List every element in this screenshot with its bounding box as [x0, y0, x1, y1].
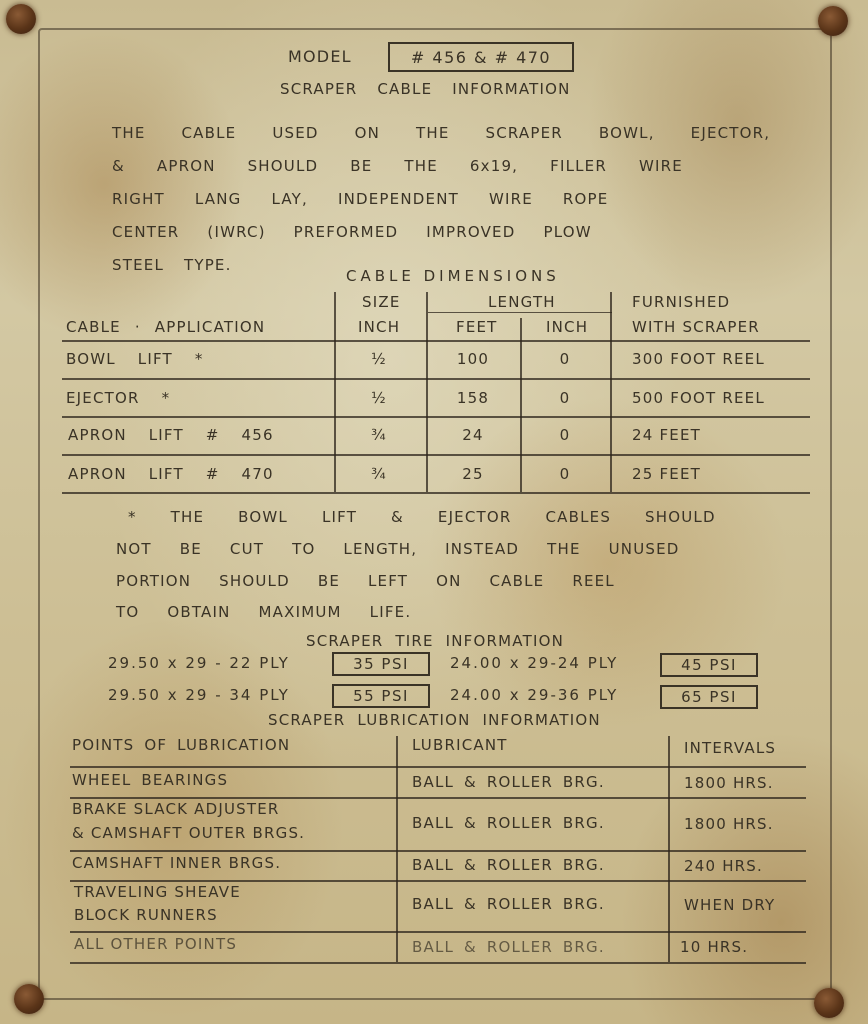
lube-header-lubricant: LUBRICANT [412, 736, 508, 754]
cable-row-1-inch: 0 [559, 350, 571, 368]
lube-row-2-point-line-2: & CAMSHAFT OUTER BRGS. [72, 824, 306, 842]
lube-row-4-lubricant: BALL & ROLLER BRG. [412, 895, 605, 913]
lube-table-line-top [70, 766, 806, 768]
lube-row-4-point-line-1: TRAVELING SHEAVE [74, 883, 241, 901]
cable-row-2-inch: 0 [559, 389, 571, 407]
cable-col-divider-2 [426, 292, 428, 492]
cable-col-divider-4 [610, 292, 612, 492]
lube-row-5-interval: 10 HRS. [680, 938, 749, 956]
cable-row-3-application: APRON LIFT # 456 [68, 426, 274, 444]
cable-row-3-furnished: 24 FEET [632, 426, 702, 444]
tire-row-1-psi-b: 45 PSI [660, 653, 758, 677]
cable-col-divider-3 [520, 318, 522, 492]
lube-row-2-interval: 1800 HRS. [684, 815, 774, 833]
lube-row-1-lubricant: BALL & ROLLER BRG. [412, 773, 605, 791]
cable-row-4-application: APRON LIFT # 470 [68, 465, 274, 483]
intro-line-5: STEEL TYPE. [112, 256, 232, 274]
rivet-bottom-right [814, 988, 844, 1018]
header-application: CABLE · APPLICATION [66, 318, 266, 336]
cable-table-line-top [62, 340, 810, 342]
intro-line-4: CENTER (IWRC) PREFORMED IMPROVED PLOW [112, 223, 592, 241]
lube-table-line-2 [70, 850, 806, 852]
rivet-top-left [6, 4, 36, 34]
lube-table-line-1 [70, 797, 806, 799]
lube-row-1-point: WHEEL BEARINGS [72, 771, 229, 789]
cable-row-4-size: ¾ [371, 465, 387, 483]
lube-row-4-point-line-2: BLOCK RUNNERS [74, 906, 218, 924]
lube-row-2-lubricant: BALL & ROLLER BRG. [412, 814, 605, 832]
cable-row-1-feet: 100 [456, 350, 490, 368]
header-furnished-bottom: WITH SCRAPER [632, 318, 760, 336]
lube-row-5-lubricant: BALL & ROLLER BRG. [412, 938, 605, 956]
cable-col-divider-1 [334, 292, 336, 492]
intro-line-1: THE CABLE USED ON THE SCRAPER BOWL, EJECTOR, [112, 124, 771, 142]
cable-table-line-1 [62, 378, 810, 380]
intro-line-2: & APRON SHOULD BE THE 6x19, FILLER WIRE [112, 157, 683, 175]
tire-row-1-size-a: 29.50 x 29 - 22 PLY [108, 654, 290, 672]
intro-line-3: RIGHT LANG LAY, INDEPENDENT WIRE ROPE [112, 190, 609, 208]
cable-row-2-application: EJECTOR * [66, 389, 171, 407]
cable-row-4-furnished: 25 FEET [632, 465, 702, 483]
cable-row-3-feet: 24 [462, 426, 484, 444]
tire-row-2-psi-a: 55 PSI [332, 684, 430, 708]
header-length: LENGTH [488, 293, 556, 311]
cable-table-line-bottom [62, 492, 810, 494]
cable-row-2-feet: 158 [456, 389, 490, 407]
lube-info-title: SCRAPER LUBRICATION INFORMATION [268, 711, 601, 729]
cable-row-1-application: BOWL LIFT * [66, 350, 204, 368]
header-size-top: SIZE [362, 293, 401, 311]
tire-row-2-psi-b: 65 PSI [660, 685, 758, 709]
rivet-bottom-left [14, 984, 44, 1014]
cable-row-1-size: ½ [371, 350, 387, 368]
lube-table-line-4 [70, 931, 806, 933]
lube-row-3-interval: 240 HRS. [684, 857, 763, 875]
lube-col-divider-2 [668, 736, 670, 962]
model-label: MODEL [288, 47, 352, 66]
lube-row-3-lubricant: BALL & ROLLER BRG. [412, 856, 605, 874]
cable-row-1-furnished: 300 FOOT REEL [632, 350, 765, 368]
cable-table-line-3 [62, 454, 810, 456]
lube-row-1-interval: 1800 HRS. [684, 774, 774, 792]
header-size-bottom: INCH [358, 318, 401, 336]
cable-table-line-2 [62, 416, 810, 418]
tire-row-1-psi-a: 35 PSI [332, 652, 430, 676]
cable-row-2-furnished: 500 FOOT REEL [632, 389, 765, 407]
note-line-2: NOT BE CUT TO LENGTH, INSTEAD THE UNUSED [116, 540, 680, 558]
length-header-line [428, 312, 612, 313]
lube-table-line-bottom [70, 962, 806, 964]
lube-row-5-point: ALL OTHER POINTS [74, 935, 238, 953]
tire-info-title: SCRAPER TIRE INFORMATION [306, 632, 564, 650]
lube-header-points: POINTS OF LUBRICATION [72, 736, 291, 754]
cable-row-4-feet: 25 [462, 465, 484, 483]
note-line-4: TO OBTAIN MAXIMUM LIFE. [116, 603, 412, 621]
lube-row-3-point: CAMSHAFT INNER BRGS. [72, 854, 282, 872]
note-line-3: PORTION SHOULD BE LEFT ON CABLE REEL [116, 572, 615, 590]
model-number-box: # 456 & # 470 [388, 42, 574, 72]
cable-row-3-inch: 0 [559, 426, 571, 444]
lube-row-4-interval: WHEN DRY [684, 896, 776, 914]
cable-row-3-size: ¾ [371, 426, 387, 444]
cable-row-2-size: ½ [371, 389, 387, 407]
cable-dimensions-title: CABLE DIMENSIONS [346, 267, 560, 285]
lube-table-line-3 [70, 880, 806, 882]
cable-info-title: SCRAPER CABLE INFORMATION [280, 80, 571, 98]
header-furnished-top: FURNISHED [632, 293, 731, 311]
lube-header-intervals: INTERVALS [684, 739, 777, 757]
header-feet: FEET [456, 318, 498, 336]
tire-row-2-size-b: 24.00 x 29-36 PLY [450, 686, 619, 704]
cable-row-4-inch: 0 [559, 465, 571, 483]
rivet-top-right [818, 6, 848, 36]
lube-col-divider-1 [396, 736, 398, 962]
tire-row-2-size-a: 29.50 x 29 - 34 PLY [108, 686, 290, 704]
tire-row-1-size-b: 24.00 x 29-24 PLY [450, 654, 619, 672]
note-line-1: * THE BOWL LIFT & EJECTOR CABLES SHOULD [128, 508, 716, 526]
lube-row-2-point-line-1: BRAKE SLACK ADJUSTER [72, 800, 280, 818]
header-inch: INCH [546, 318, 589, 336]
